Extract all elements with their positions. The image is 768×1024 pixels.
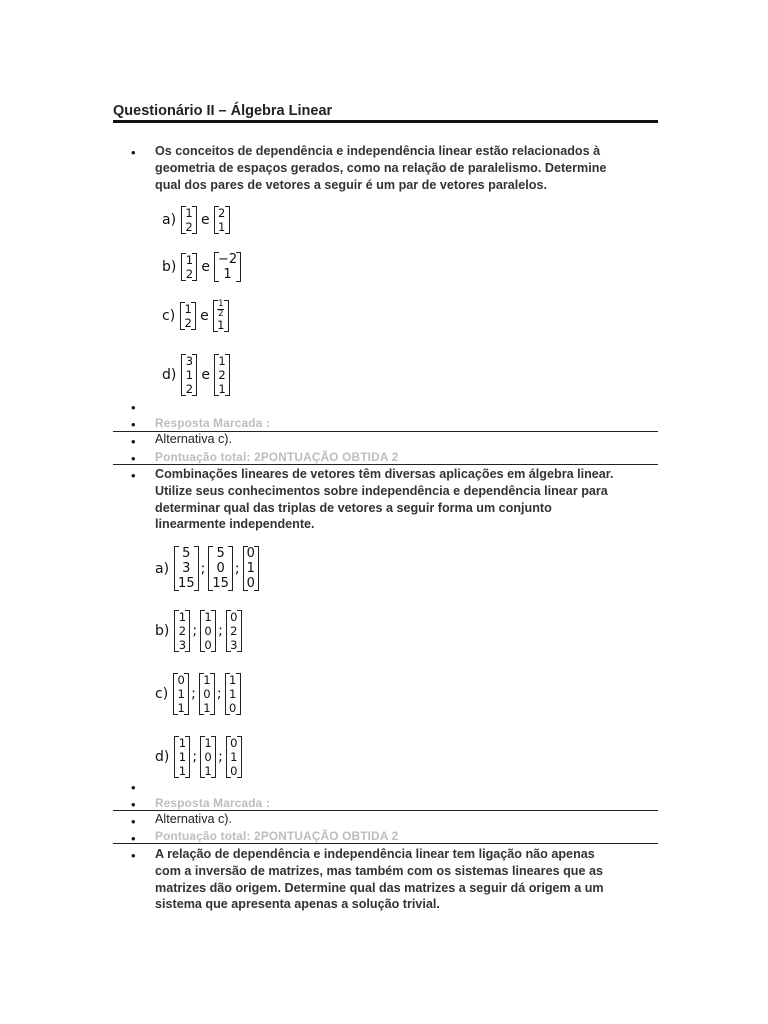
vector-entry: 2 [230,624,238,638]
vector-entry: 3 [178,638,187,652]
option-label: b) [162,259,177,275]
option-label: c) [155,686,169,702]
vector-entry: 0 [246,546,255,561]
question-3-line: sistema que apresenta apenas a solução trivial. [155,897,440,912]
vector [226,610,242,652]
question-3-line: com a inversão de matrizes, mas também com os sistemas lineares que as [155,863,603,878]
vector [181,206,197,234]
fraction-one-half: 1 2 [218,299,224,319]
vector-entry: 1 [228,687,237,701]
question-1-text [155,143,655,193]
question-1-line: geometria de espaços gerados, como na relação de paralelismo. Determine [155,160,607,175]
q1-answer: Alternativa c). [155,432,232,446]
fraction-entry [217,300,225,318]
vector-entry: 0 [228,701,237,715]
separator-e: e [201,367,210,383]
separator-e: e [200,308,209,324]
option-label: c) [162,308,176,324]
vector [174,736,190,778]
bullet: • [131,848,136,863]
vector-entry: 1 [230,750,238,764]
separator-semicolon: ; [234,560,240,577]
vector [200,736,216,778]
vector [214,252,241,282]
vector-entry: 1 [204,764,212,778]
vector [214,354,230,396]
vector-entry: 0 [204,638,212,652]
q1-option-a [162,206,230,234]
q2-option-c [155,673,241,715]
vector-entry: 2 [185,220,193,234]
vector [243,546,259,591]
vector [180,302,196,330]
vector-entry: 1 [185,206,193,220]
vector-entry: 1 [203,701,211,715]
q1-option-c [162,300,229,332]
vector-entry: 1 [204,610,212,624]
q1-option-d [162,354,230,396]
vector [173,673,189,715]
option-label: a) [162,212,177,228]
question-3-text [155,846,655,913]
vector-entry: 0 [230,610,238,624]
option-label: d) [155,749,170,765]
vector-entry: 0 [177,673,185,687]
vector-entry: 2 [218,206,226,220]
question-2-line: Utilize seus conhecimentos sobre independência e dependência linear para [155,483,608,498]
vector-entry: 2 [218,368,226,382]
vector-entry: 3 [182,561,191,576]
divider [113,843,658,844]
vector-entry: 1 [177,687,185,701]
question-3-line: matrizes dão origem. Determine qual das matrizes a seguir dá origem a um [155,880,604,895]
separator-semicolon: ; [216,686,222,702]
question-3-line: A relação de dependência e independência linear tem ligação não apenas [155,847,595,861]
q2-option-d [155,736,242,778]
vector-entry: 1 [177,701,185,715]
q2-option-a [155,546,259,591]
pontuacao-label: Pontuação total: 2PONTUAÇÃO OBTIDA 2 [155,450,399,464]
vector-entry: 1 [228,673,237,687]
vector [225,673,241,715]
vector [226,736,242,778]
vector-entry: 1 [218,382,226,396]
q1-option-b [162,252,241,282]
resposta-marcada-label: Resposta Marcada : [155,796,271,810]
question-2-line: linearmente independente. [155,517,315,532]
vector [174,610,190,652]
vector-entry: 5 [182,546,191,561]
separator-semicolon: ; [191,686,196,702]
vector-entry: 2 [185,382,194,396]
vector-entry: 0 [203,687,211,701]
vector-entry: 2 [184,316,192,330]
vector [200,610,216,652]
vector-entry: 1 [184,302,192,316]
vector-entry: 1 [178,610,187,624]
vector [213,300,229,332]
bullet: • [131,434,136,449]
vector-entry: 3 [185,354,194,368]
bullet: • [131,145,136,160]
vector-entry: 1 [178,750,187,764]
bullet: • [131,814,136,829]
separator-semicolon: ; [218,623,223,639]
vector-entry: 1 [178,736,187,750]
question-2-line: determinar qual das triplas de vetores a seguir forma um conjunto [155,500,552,515]
separator-semicolon: ; [192,623,198,639]
vector-entry: 1 [246,561,255,576]
vector-entry: 1 [185,368,194,382]
vector-entry: 1 [217,318,225,332]
vector-entry: 1 [178,764,187,778]
vector-entry: 2 [178,624,187,638]
vector-entry: 0 [204,750,212,764]
vector-entry: 3 [230,638,238,652]
vector-entry: −2 [217,252,238,267]
q2-answer: Alternativa c). [155,812,232,826]
vector-entry: 15 [178,576,195,591]
vector-entry: 0 [246,576,255,591]
pontuacao-label: Pontuação total: 2PONTUAÇÃO OBTIDA 2 [155,829,399,843]
vector-entry: 15 [212,576,229,591]
vector-entry: 1 [218,220,226,234]
bullet: • [131,780,136,795]
separator-e: e [201,212,210,228]
separator-semicolon: ; [218,749,223,765]
vector-entry: 0 [204,624,212,638]
separator-semicolon: ; [192,749,198,765]
vector-entry: 0 [230,764,238,778]
question-1-line: qual dos pares de vetores a seguir é um par de vetores paralelos. [155,177,547,192]
vector-entry: 1 [185,253,194,267]
option-label: a) [155,560,170,577]
vector-entry: 0 [216,561,225,576]
bullet: • [131,831,136,846]
vector [181,253,197,281]
bullet: • [131,797,136,812]
question-1-line: Os conceitos de dependência e independência linear estão relacionados à [155,144,601,158]
document-title: Questionário II – Álgebra Linear [113,103,658,123]
vector-entry: 1 [218,354,226,368]
divider [113,464,658,465]
resposta-marcada-label: Resposta Marcada : [155,416,271,430]
vector-entry: 2 [185,267,194,281]
q2-option-b [155,610,242,652]
option-label: b) [155,623,170,639]
vector-entry: 0 [230,736,238,750]
separator-e: e [201,259,210,275]
separator-semicolon: ; [200,560,206,577]
vector [199,673,215,715]
bullet: • [131,400,136,415]
vector [174,546,199,591]
bullet: • [131,468,136,483]
question-2-text [155,466,655,533]
option-label: d) [162,367,177,383]
vector-entry: 1 [203,673,211,687]
question-2-line: Combinações lineares de vetores têm diversas aplicações em álgebra linear. [155,467,614,481]
vector [208,546,233,591]
vector-entry: 1 [223,267,232,282]
vector [181,354,197,396]
bullet: • [131,417,136,432]
vector [214,206,230,234]
vector-entry: 1 [204,736,212,750]
bullet: • [131,451,136,466]
divider [113,810,658,811]
vector-entry: 5 [216,546,225,561]
